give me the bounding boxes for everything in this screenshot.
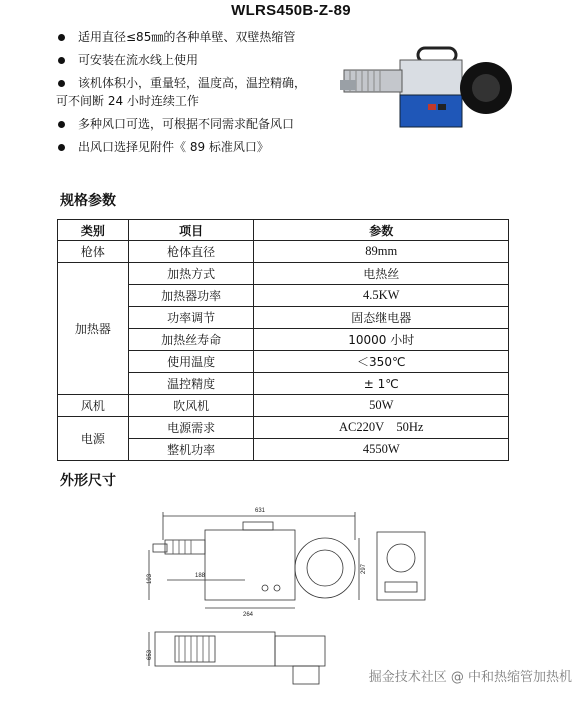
value-cell: AC220V 50Hz — [254, 417, 509, 439]
feature-item: 可安装在流水线上使用 — [56, 51, 326, 69]
value-cell: 89mm — [254, 241, 509, 263]
feature-list — [56, 28, 326, 161]
item-cell: 功率调节 — [128, 307, 254, 329]
item-cell: 枪体直径 — [128, 241, 254, 263]
dimension-drawing — [140, 500, 440, 690]
dim-label-297: 297 — [361, 563, 367, 574]
product-title: WLRS450B-Z-89 — [231, 2, 351, 19]
category-cell: 电源 — [58, 417, 129, 461]
switch-shape — [428, 104, 436, 110]
header-item: 项目 — [128, 220, 254, 241]
knob-shape — [438, 104, 446, 110]
dim-label-264: 264 — [243, 612, 254, 618]
bullet-icon — [58, 121, 65, 128]
item-cell: 加热方式 — [128, 263, 254, 285]
watermark-text: 掘金技术社区 @ 中和热缩管加热机 — [368, 670, 572, 685]
dimensions-heading: 外形尺寸 — [60, 473, 116, 489]
item-cell: 电源需求 — [128, 417, 254, 439]
table-row — [58, 417, 509, 439]
value-cell: ± 1℃ — [254, 373, 509, 395]
bullet-icon — [58, 80, 65, 87]
spec-table — [57, 219, 509, 461]
category-cell: 加热器 — [58, 263, 129, 395]
value-cell: ＜350℃ — [254, 351, 509, 373]
feature-item: 出风口选择见附件《 89 标准风口》 — [56, 138, 326, 156]
value-cell: 固态继电器 — [254, 307, 509, 329]
bullet-icon — [58, 57, 65, 64]
value-cell: 10000 小时 — [254, 329, 509, 351]
header-category: 类别 — [58, 220, 129, 241]
item-cell: 吹风机 — [128, 395, 254, 417]
value-cell: 50W — [254, 395, 509, 417]
dim-label-188: 188 — [195, 573, 206, 579]
nozzle-tip-shape — [340, 80, 356, 90]
table-row — [58, 263, 509, 285]
feature-item: 多种风口可选，可根据不同需求配备风口 — [56, 115, 326, 133]
body-base-shape — [400, 95, 462, 127]
value-cell: 电热丝 — [254, 263, 509, 285]
bullet-icon — [58, 34, 65, 41]
item-cell: 使用温度 — [128, 351, 254, 373]
dim-label-193: 193 — [147, 573, 153, 584]
item-cell: 加热器功率 — [128, 285, 254, 307]
feature-item: 该机体积小，重量轻，温度高，温控精确， 可不间断 24 小时连续工作 — [56, 76, 307, 108]
table-row — [58, 395, 509, 417]
table-header-row — [58, 220, 509, 241]
item-cell: 整机功率 — [128, 439, 254, 461]
table-row — [58, 241, 509, 263]
category-cell: 枪体 — [58, 241, 129, 263]
spec-heading: 规格参数 — [60, 193, 116, 209]
header-parameter: 参数 — [254, 220, 509, 241]
feature-item: 适用直径≤85㎜的各种单壁、双壁热缩管 — [56, 28, 326, 46]
item-cell: 加热丝寿命 — [128, 329, 254, 351]
category-cell: 风机 — [58, 395, 129, 417]
bullet-icon — [58, 144, 65, 151]
value-cell: 4550W — [254, 439, 509, 461]
value-cell: 4.5KW — [254, 285, 509, 307]
product-photo — [338, 40, 518, 140]
dim-label-631: 631 — [255, 508, 266, 514]
dim-label-653: 653 — [147, 649, 153, 660]
item-cell: 温控精度 — [128, 373, 254, 395]
